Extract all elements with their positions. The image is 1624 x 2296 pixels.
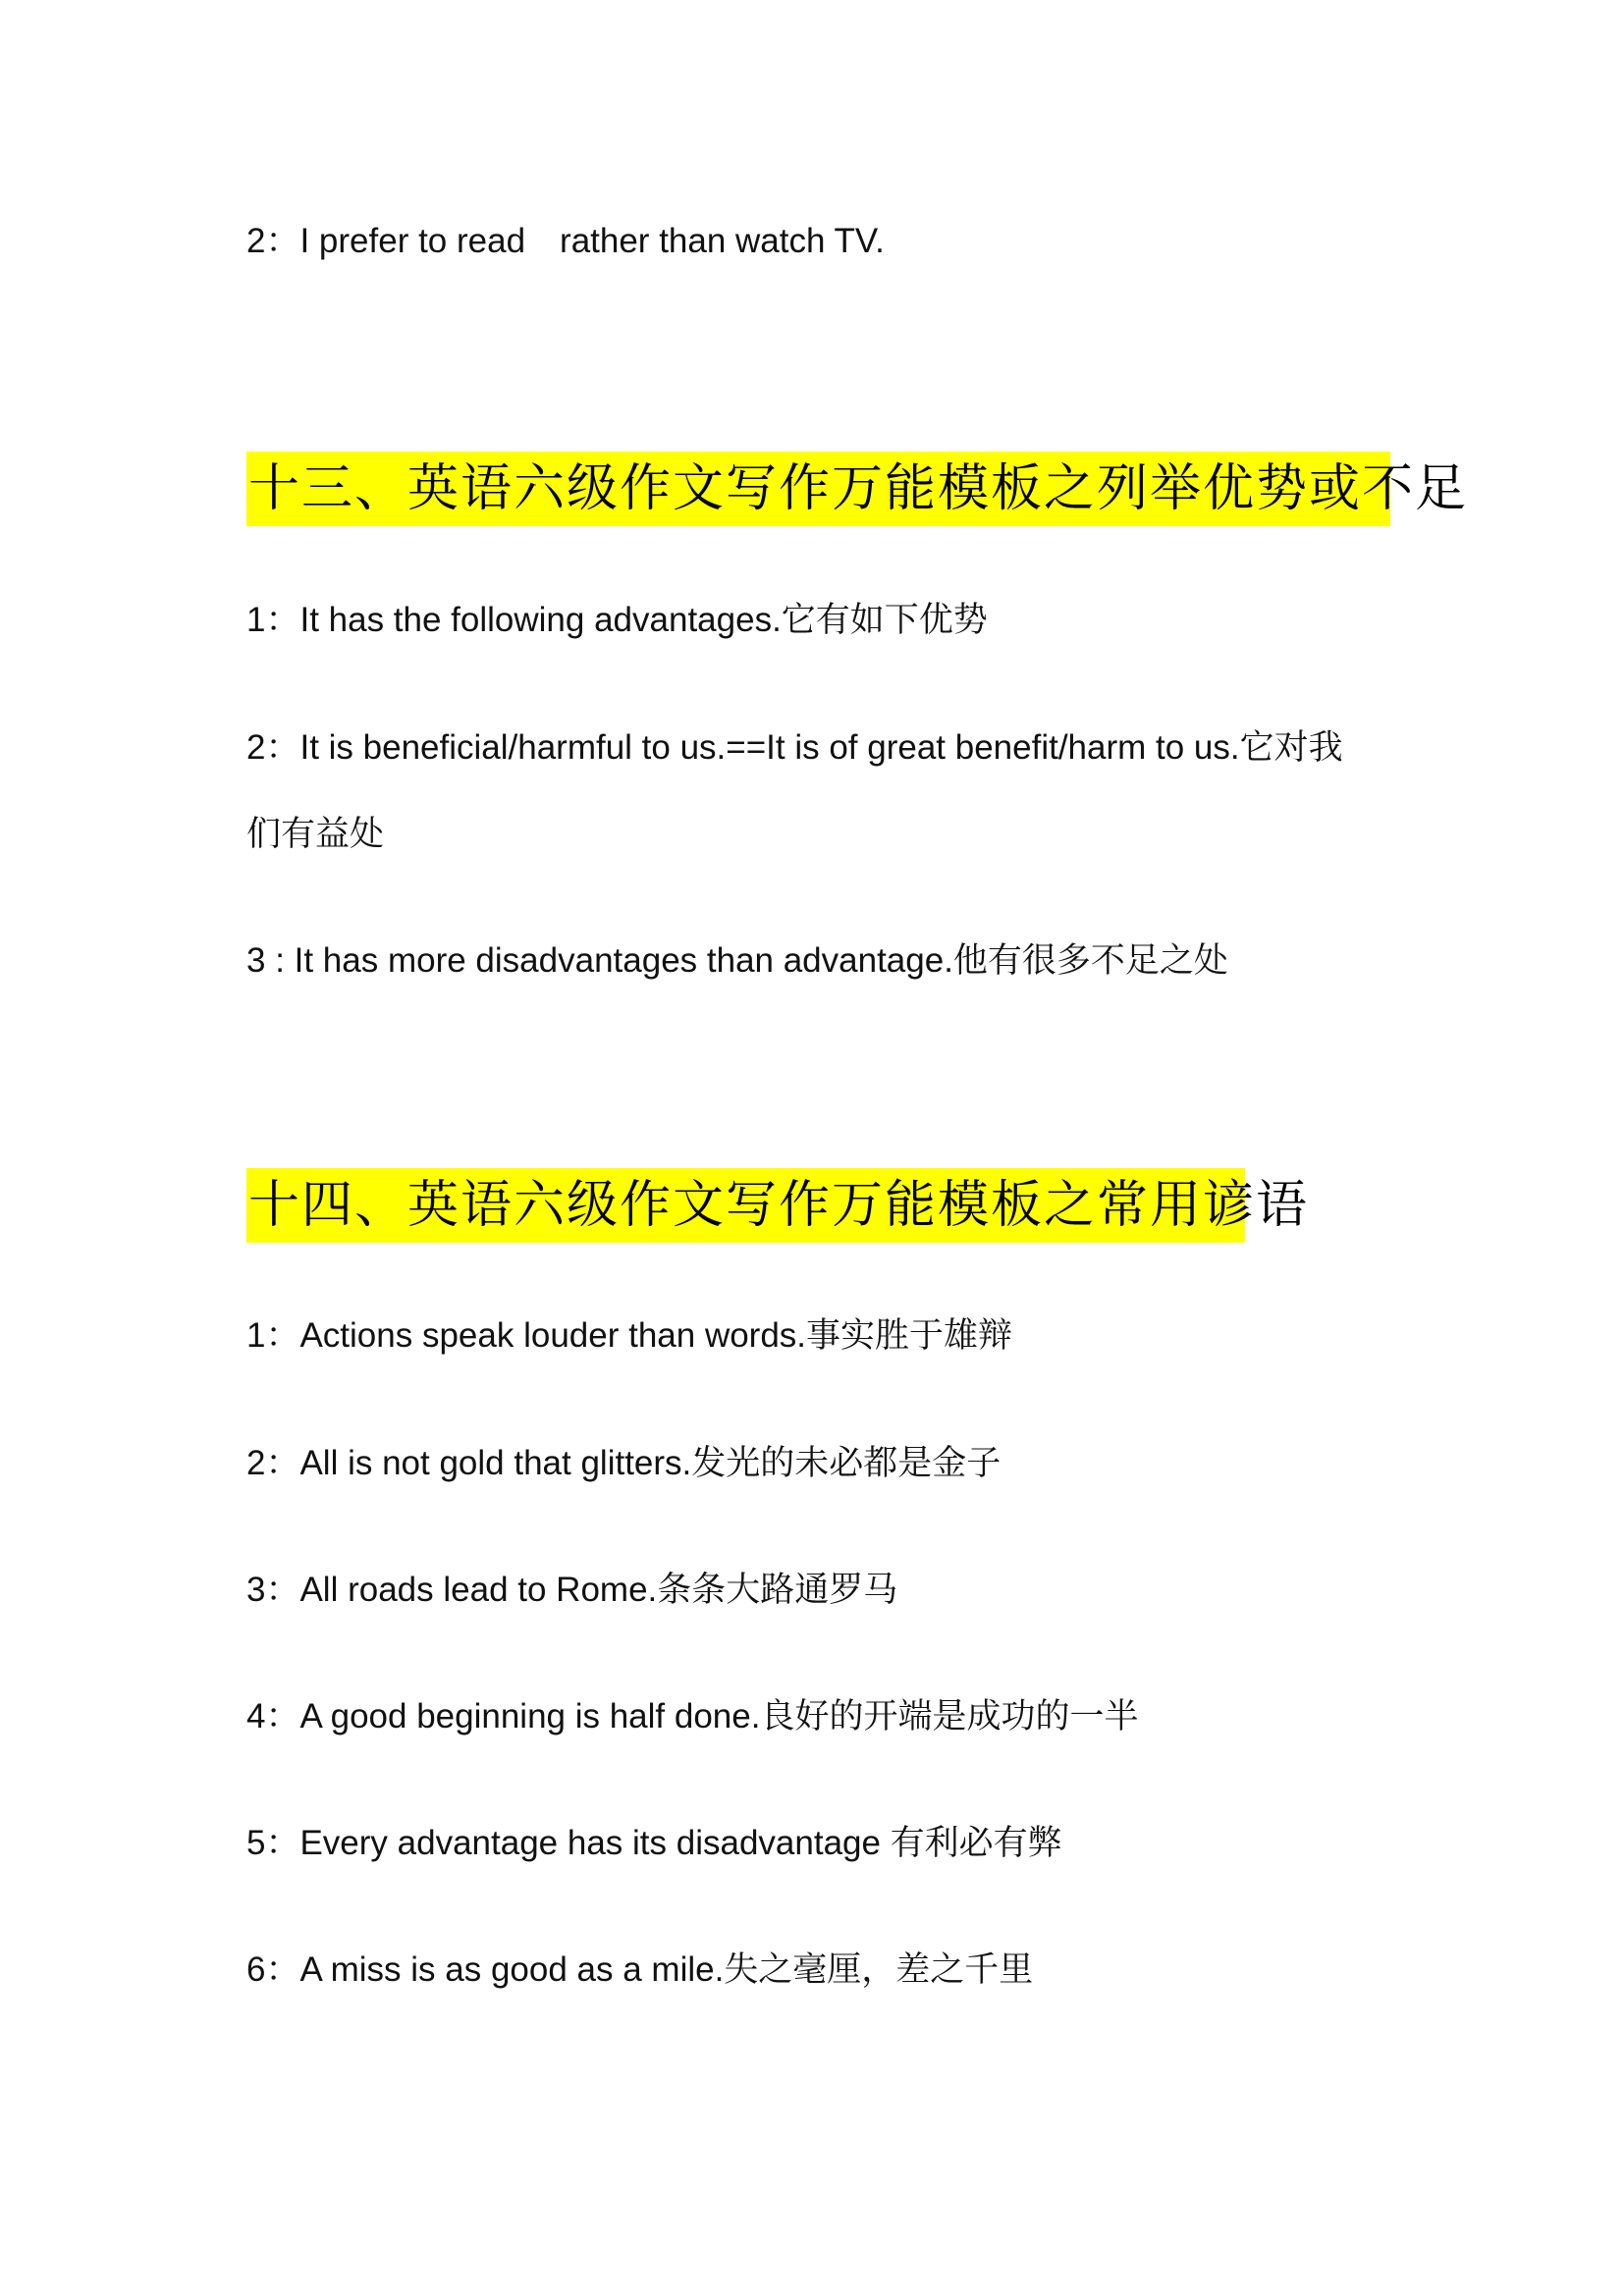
section-14-item-1: 1：Actions speak louder than words.事实胜于雄辩 xyxy=(246,1316,1013,1355)
section-13-item-3: 3 : It has more disadvantages than advantage.他有很多不足之处 xyxy=(246,941,1228,980)
section-13-item-1: 1：It has the following advantages.它有如下优势 xyxy=(246,601,988,639)
section-14-item-2: 2：All is not gold that glitters.发光的未必都是金子 xyxy=(246,1444,1001,1482)
section-13-heading xyxy=(246,452,1469,526)
section-14-item-6: 6：A miss is as good as a mile.失之毫厘，差之千里 xyxy=(246,1950,1034,1989)
section-13-heading-text: 十三、英语六级作文写作万能模板之列举优势或不足 xyxy=(248,459,1469,518)
section-14-heading-text: 十四、英语六级作文写作万能模板之常用谚语 xyxy=(248,1176,1310,1235)
section-13-item-2: 2：It is beneficial/harmful to us.==It is of great benefit/harm to us.它对我 xyxy=(246,728,1343,767)
section-14-item-3: 3：All roads lead to Rome.条条大路通罗马 xyxy=(246,1571,898,1609)
section-14-item-5: 5：Every advantage has its disadvantage 有利必有弊 xyxy=(246,1824,1062,1862)
intro-line: 2：I prefer to read rather than watch TV. xyxy=(246,222,885,260)
section-13-item-2-continued: 们有益处 xyxy=(246,815,385,853)
section-14-heading xyxy=(246,1168,1310,1243)
section-14-item-4: 4：A good beginning is half done.良好的开端是成功的一半 xyxy=(246,1697,1139,1735)
